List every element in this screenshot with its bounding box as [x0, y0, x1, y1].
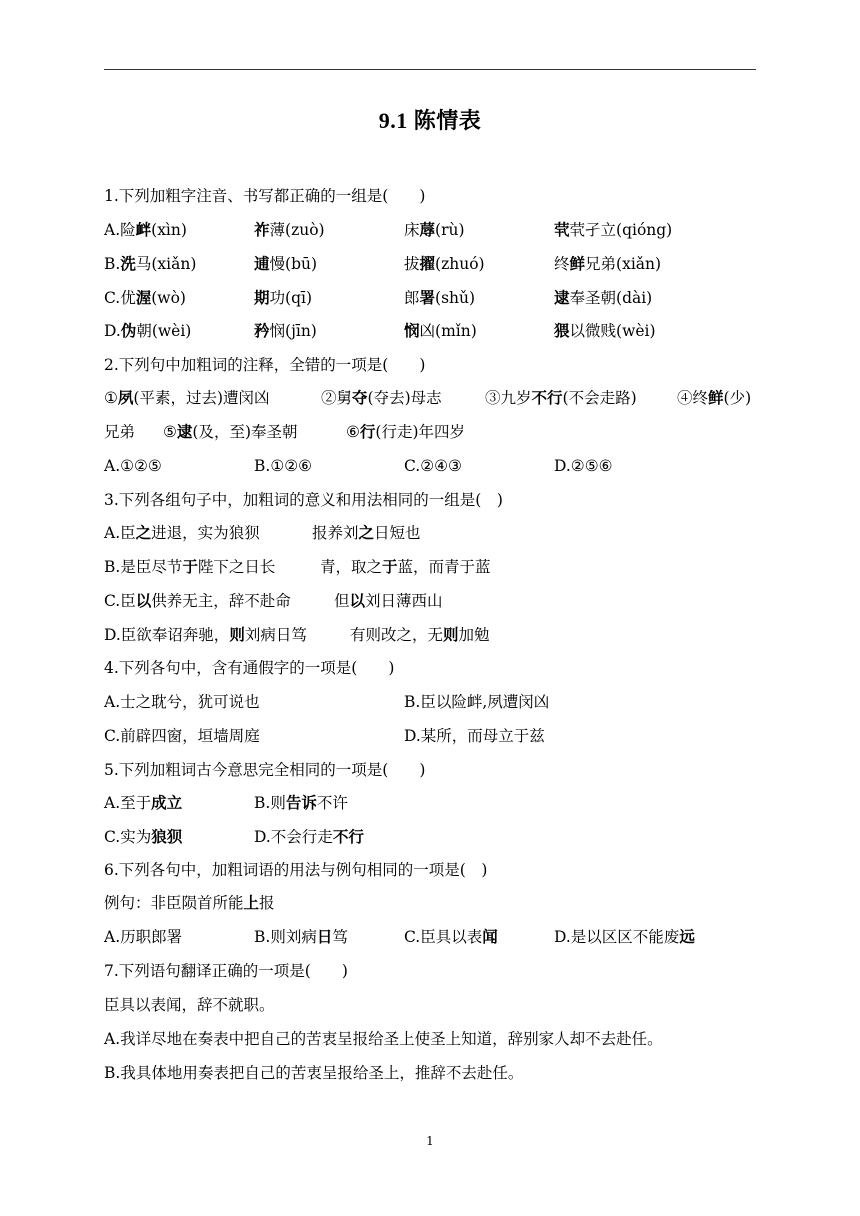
q1-option-d-item-4-bold: 猥: [554, 321, 570, 340]
q1-option-b-item-2-bold: 逋: [254, 254, 270, 273]
q2-item-1-pre: ①: [104, 389, 118, 407]
q6-option-b-bold: 日: [316, 927, 333, 946]
q1-option-d-item-3-post: 凶(mǐn): [419, 322, 477, 340]
q1-option-d-item-1-pre: D.: [104, 322, 121, 340]
q1-option-b-item-4-bold: 鲜: [569, 254, 586, 273]
q2-option-c: C.②④③: [404, 457, 462, 475]
page-number: 1: [426, 1134, 434, 1148]
q2-item-3-bold: 不行: [531, 388, 563, 407]
q3-option-d-phrase-1-post: 刘病日笃: [244, 626, 307, 644]
q6-option-c-bold: 闻: [482, 927, 498, 946]
q1-option-b-item-1-bold: 洗: [120, 254, 136, 273]
q6-options: [104, 924, 764, 950]
q1-option-c-item-1-bold: 渥: [135, 288, 152, 307]
q5-option-b-bold: 告诉: [285, 793, 317, 812]
q2-item-4-post: (少): [723, 389, 752, 407]
q1-option-a-item-4-bold: 茕: [554, 220, 570, 239]
q1-option-a-item-4-post: 茕孑立(qióng): [569, 221, 673, 239]
q2-item-2: [321, 385, 442, 411]
q1-option-b-item-4: [554, 251, 661, 277]
q1-option-a-item-1-bold: 衅: [135, 220, 152, 239]
q3-option-c-phrase-1-bold: 以: [135, 591, 152, 610]
q2-item-1: [104, 385, 270, 411]
q1-option-a-item-1-post: (xìn): [151, 221, 187, 239]
q3-option-d-phrase-2-post: 加勉: [458, 626, 490, 644]
q1-option-b-item-3-post: (zhuó): [435, 255, 485, 273]
q3-option-d-phrase-1-bold: 则: [229, 625, 245, 644]
q3-option-a-phrase-2: [312, 520, 421, 546]
q2-item-line2-2-post: (及，至)奉圣朝: [192, 423, 298, 441]
q2-item-line2-1-pre: 兄弟: [104, 423, 136, 441]
q2-item-2-post: (夺去)母志: [367, 389, 442, 407]
q3-option-b-phrase-1-post: 陛下之日长: [197, 558, 276, 576]
q1-option-c-item-3-bold: 署: [419, 288, 436, 307]
page-title: 9.1 陈情表: [378, 108, 482, 133]
q1-option-a-item-2-post: 薄(zuò): [269, 221, 325, 239]
q1-option-b-item-1-pre: B.: [104, 255, 121, 273]
q2-option-d: D.②⑤⑥: [554, 457, 613, 475]
q1-option-b-item-1: [104, 251, 196, 277]
q3-option-b-phrase-1-pre: B.是臣尽节: [104, 558, 183, 576]
q2-item-1-post: (平素，过去)遭闵凶: [133, 389, 270, 407]
q1-option-a-item-4: [554, 217, 672, 243]
q3-option-a-phrase-2-pre: 报养刘: [312, 524, 359, 542]
q2-items-line-1: [104, 385, 764, 411]
q3-option-a-phrase-1-pre: A.臣: [104, 524, 136, 542]
q6-example: [104, 890, 275, 916]
q6-option-a-pre: A.历职郎署: [104, 928, 183, 946]
q2-item-2-bold: 夺: [352, 388, 368, 407]
q2-items-line-2: [104, 419, 764, 445]
q6-option-d-pre: D.是以区区不能废: [554, 928, 680, 946]
q5-option-c-pre: C.实为: [104, 828, 152, 846]
q5-option-b-pre: B.则: [254, 794, 286, 812]
q1-option-c-item-4-post: 奉圣朝(dài): [569, 289, 653, 307]
q1-option-a-item-1-pre: A.险: [104, 221, 136, 239]
q3-option-c-phrase-2: [334, 588, 443, 614]
q3-option-d-phrase-2: [350, 622, 490, 648]
q1-option-a-item-3-post: (rù): [435, 221, 465, 239]
q1-option-a-item-2-bold: 祚: [254, 220, 270, 239]
q3-option-b-phrase-2-post: 蓝，而青于蓝: [397, 558, 491, 576]
q5-option-d-pre: D.不会行走: [254, 828, 333, 846]
q2-item-line2-2-pre: ⑤: [163, 423, 177, 441]
q4-option-d: D.某所，而母立于兹: [404, 727, 545, 745]
q6-option-b-pre: B.则刘病: [254, 928, 317, 946]
q3-option-b-phrase-2: [320, 554, 491, 580]
q6-stem: 6.下列各句中，加粗词语的用法与例句相同的一项是( ): [104, 861, 488, 879]
q2-item-2-pre: ②舅: [321, 389, 353, 407]
q2-item-line2-3-bold: 行: [359, 422, 376, 441]
q7-option-b: B.我具体地用奏表把自己的苦衷呈报给圣上，推辞不去赴任。: [104, 1064, 524, 1082]
q1-option-c-item-3: [404, 285, 475, 311]
q1-option-c-item-4-bold: 逮: [554, 288, 570, 307]
q3-option-a-phrase-2-post: 日短也: [374, 524, 421, 542]
q3-option-a-phrase-1: [104, 520, 260, 546]
q2-item-4: [677, 385, 751, 411]
q6-option-d: [554, 924, 695, 950]
q1-option-b-item-1-post: 马(xiǎn): [135, 255, 197, 273]
q1-option-a-item-1: [104, 217, 187, 243]
q1-option-d-item-3: [404, 318, 477, 344]
q4-option-c: C.前辟四窗，垣墙周庭: [104, 727, 260, 745]
q3-option-c-phrase-2-post: 刘日薄西山: [365, 592, 443, 610]
q5-option-b: [254, 790, 348, 816]
q2-item-1-bold: 夙: [117, 388, 134, 407]
q6-example-text-post: 报: [259, 894, 275, 912]
q1-option-a-item-2: [254, 217, 325, 243]
q1-option-d-item-2-bold: 矜: [254, 321, 270, 340]
q2-item-3-pre: ③九岁: [485, 389, 532, 407]
q1-option-b-item-3-bold: 擢: [419, 254, 436, 273]
q1-option-c-item-3-pre: 郎: [404, 289, 420, 307]
q1-option-d-item-3-bold: 悯: [404, 321, 420, 340]
q7-option-a: A.我详尽地在奏表中把自己的苦衷呈报给圣上使圣上知道，辞别家人却不去赴任。: [104, 1030, 663, 1048]
q3-option-b-phrase-1-bold: 于: [182, 557, 198, 576]
q2-option-a: A.①②⑤: [104, 457, 162, 475]
q1-option-d-item-1: [104, 318, 191, 344]
q1-option-d-item-2-post: 悯(jīn): [269, 322, 317, 340]
q6-option-b-post: 笃: [332, 928, 348, 946]
q3-option-a-phrase-2-bold: 之: [358, 523, 375, 542]
q3-option-a-phrase-1-bold: 之: [135, 523, 152, 542]
q3-option-d-phrase-1-pre: D.臣欲奉诏奔驰，: [104, 626, 230, 644]
q6-example-text: [104, 894, 275, 912]
q1-option-d-item-4-post: 以微贱(wèi): [569, 322, 656, 340]
q1-option-b-item-4-pre: 终: [554, 255, 570, 273]
q3-option-b-phrase-1: [104, 554, 275, 580]
q2-item-4-bold: 鲜: [708, 388, 724, 407]
q2-item-line2-3-pre: ⑥: [346, 423, 360, 441]
q2-stem: 2.下列句中加粗词的注释，全错的一项是( ): [104, 356, 426, 374]
q3-option-d-phrase-2-bold: 则: [443, 625, 459, 644]
q5-option-d: [254, 824, 364, 850]
q2-item-line2-3: [346, 419, 465, 445]
q2-item-3: [485, 385, 637, 411]
q1-option-a-item-3-pre: 床: [404, 221, 420, 239]
q3-stem: 3.下列各组句子中，加粗词的意义和用法相同的一组是( ): [104, 491, 503, 509]
q1-option-b-item-2-post: 慢(bū): [269, 255, 318, 273]
q1-option-c-item-1: [104, 285, 186, 311]
q5-option-a-pre: A.至于: [104, 794, 152, 812]
q1-option-a-item-3-bold: 蓐: [419, 220, 436, 239]
q1-option-c-item-2-bold: 期: [254, 288, 270, 307]
q5-option-b-post: 不许: [316, 794, 348, 812]
q3-option-d-phrase-1: [104, 622, 307, 648]
q1-option-c-item-3-post: (shǔ): [435, 289, 476, 307]
q5-option-c-bold: 狼狈: [151, 827, 183, 846]
q5-stem: 5.下列加粗词古今意思完全相同的一项是( ): [104, 761, 426, 779]
q1-option-c-item-2: [254, 285, 312, 311]
q3-option-d-phrase-2-pre: 有则改之，无: [350, 626, 444, 644]
q3-option-b-phrase-2-bold: 于: [382, 557, 398, 576]
q7-sentence: 臣具以表闻，辞不就职。: [104, 996, 275, 1014]
q5-option-d-bold: 不行: [332, 827, 364, 846]
q2-item-line2-2: [163, 419, 298, 445]
q1-option-b-item-4-post: 兄弟(xiǎn): [585, 255, 662, 273]
q1-option-d-item-4: [554, 318, 656, 344]
q6-option-c-pre: C.臣具以表: [404, 928, 483, 946]
q2-item-4-pre: ④终: [677, 389, 709, 407]
q2-item-3-post: (不会走路): [562, 389, 637, 407]
q1-option-c-item-1-pre: C.优: [104, 289, 136, 307]
q2-item-line2-3-post: (行走)年四岁: [375, 423, 466, 441]
q2-option-b: B.①②⑥: [254, 457, 313, 475]
q1-option-c-item-2-post: 功(qī): [269, 289, 312, 307]
q6-option-d-bold: 远: [679, 927, 695, 946]
q1-option-a-item-3: [404, 217, 465, 243]
q6-option-c: [404, 924, 498, 950]
q4-stem: 4.下列各句中，含有通假字的一项是( ): [104, 659, 395, 677]
q1-stem: 1.下列加粗字注音、书写都正确的一组是( ): [104, 187, 426, 205]
q1-option-c-item-4: [554, 285, 652, 311]
q4-option-b: B.臣以险衅,夙遭闵凶: [404, 693, 550, 711]
q6-example-text-bold: 上: [243, 893, 260, 912]
q3-option-b-phrase-2-pre: 青，取之: [320, 558, 383, 576]
header-rule: [104, 69, 756, 70]
q3-option-c-phrase-2-bold: 以: [349, 591, 366, 610]
q2-item-line2-2-bold: 逮: [176, 422, 193, 441]
q5-option-a: [104, 790, 182, 816]
q6-option-a: [104, 924, 182, 950]
q3-option-c-phrase-2-pre: 但: [334, 592, 350, 610]
q1-option-b-item-3-pre: 拔: [404, 255, 420, 273]
q3-option-c-phrase-1: [104, 588, 291, 614]
q1-option-d-item-1-post: 朝(wèi): [136, 322, 192, 340]
q3-option-a-phrase-1-post: 进退，实为狼狈: [151, 524, 260, 542]
q7-stem: 7.下列语句翻译正确的一项是( ): [104, 962, 348, 980]
q6-option-b: [254, 924, 348, 950]
q1-option-c-item-1-post: (wò): [151, 289, 186, 307]
q1-option-d-item-1-bold: 伪: [120, 321, 137, 340]
q4-option-a: A.士之耽兮，犹可说也: [104, 693, 260, 711]
q1-option-b-item-2: [254, 251, 317, 277]
q3-option-c-phrase-1-post: 供养无主，辞不赴命: [151, 592, 291, 610]
q5-option-a-bold: 成立: [151, 793, 183, 812]
q2-options: [104, 453, 764, 479]
q3-option-c-phrase-1-pre: C.臣: [104, 592, 136, 610]
q1-option-b-item-3: [404, 251, 485, 277]
q1-option-d-item-2: [254, 318, 317, 344]
q6-example-text-pre: 例句：非臣陨首所能: [104, 894, 244, 912]
q5-option-c: [104, 824, 182, 850]
q2-item-line2-1: [104, 419, 135, 445]
